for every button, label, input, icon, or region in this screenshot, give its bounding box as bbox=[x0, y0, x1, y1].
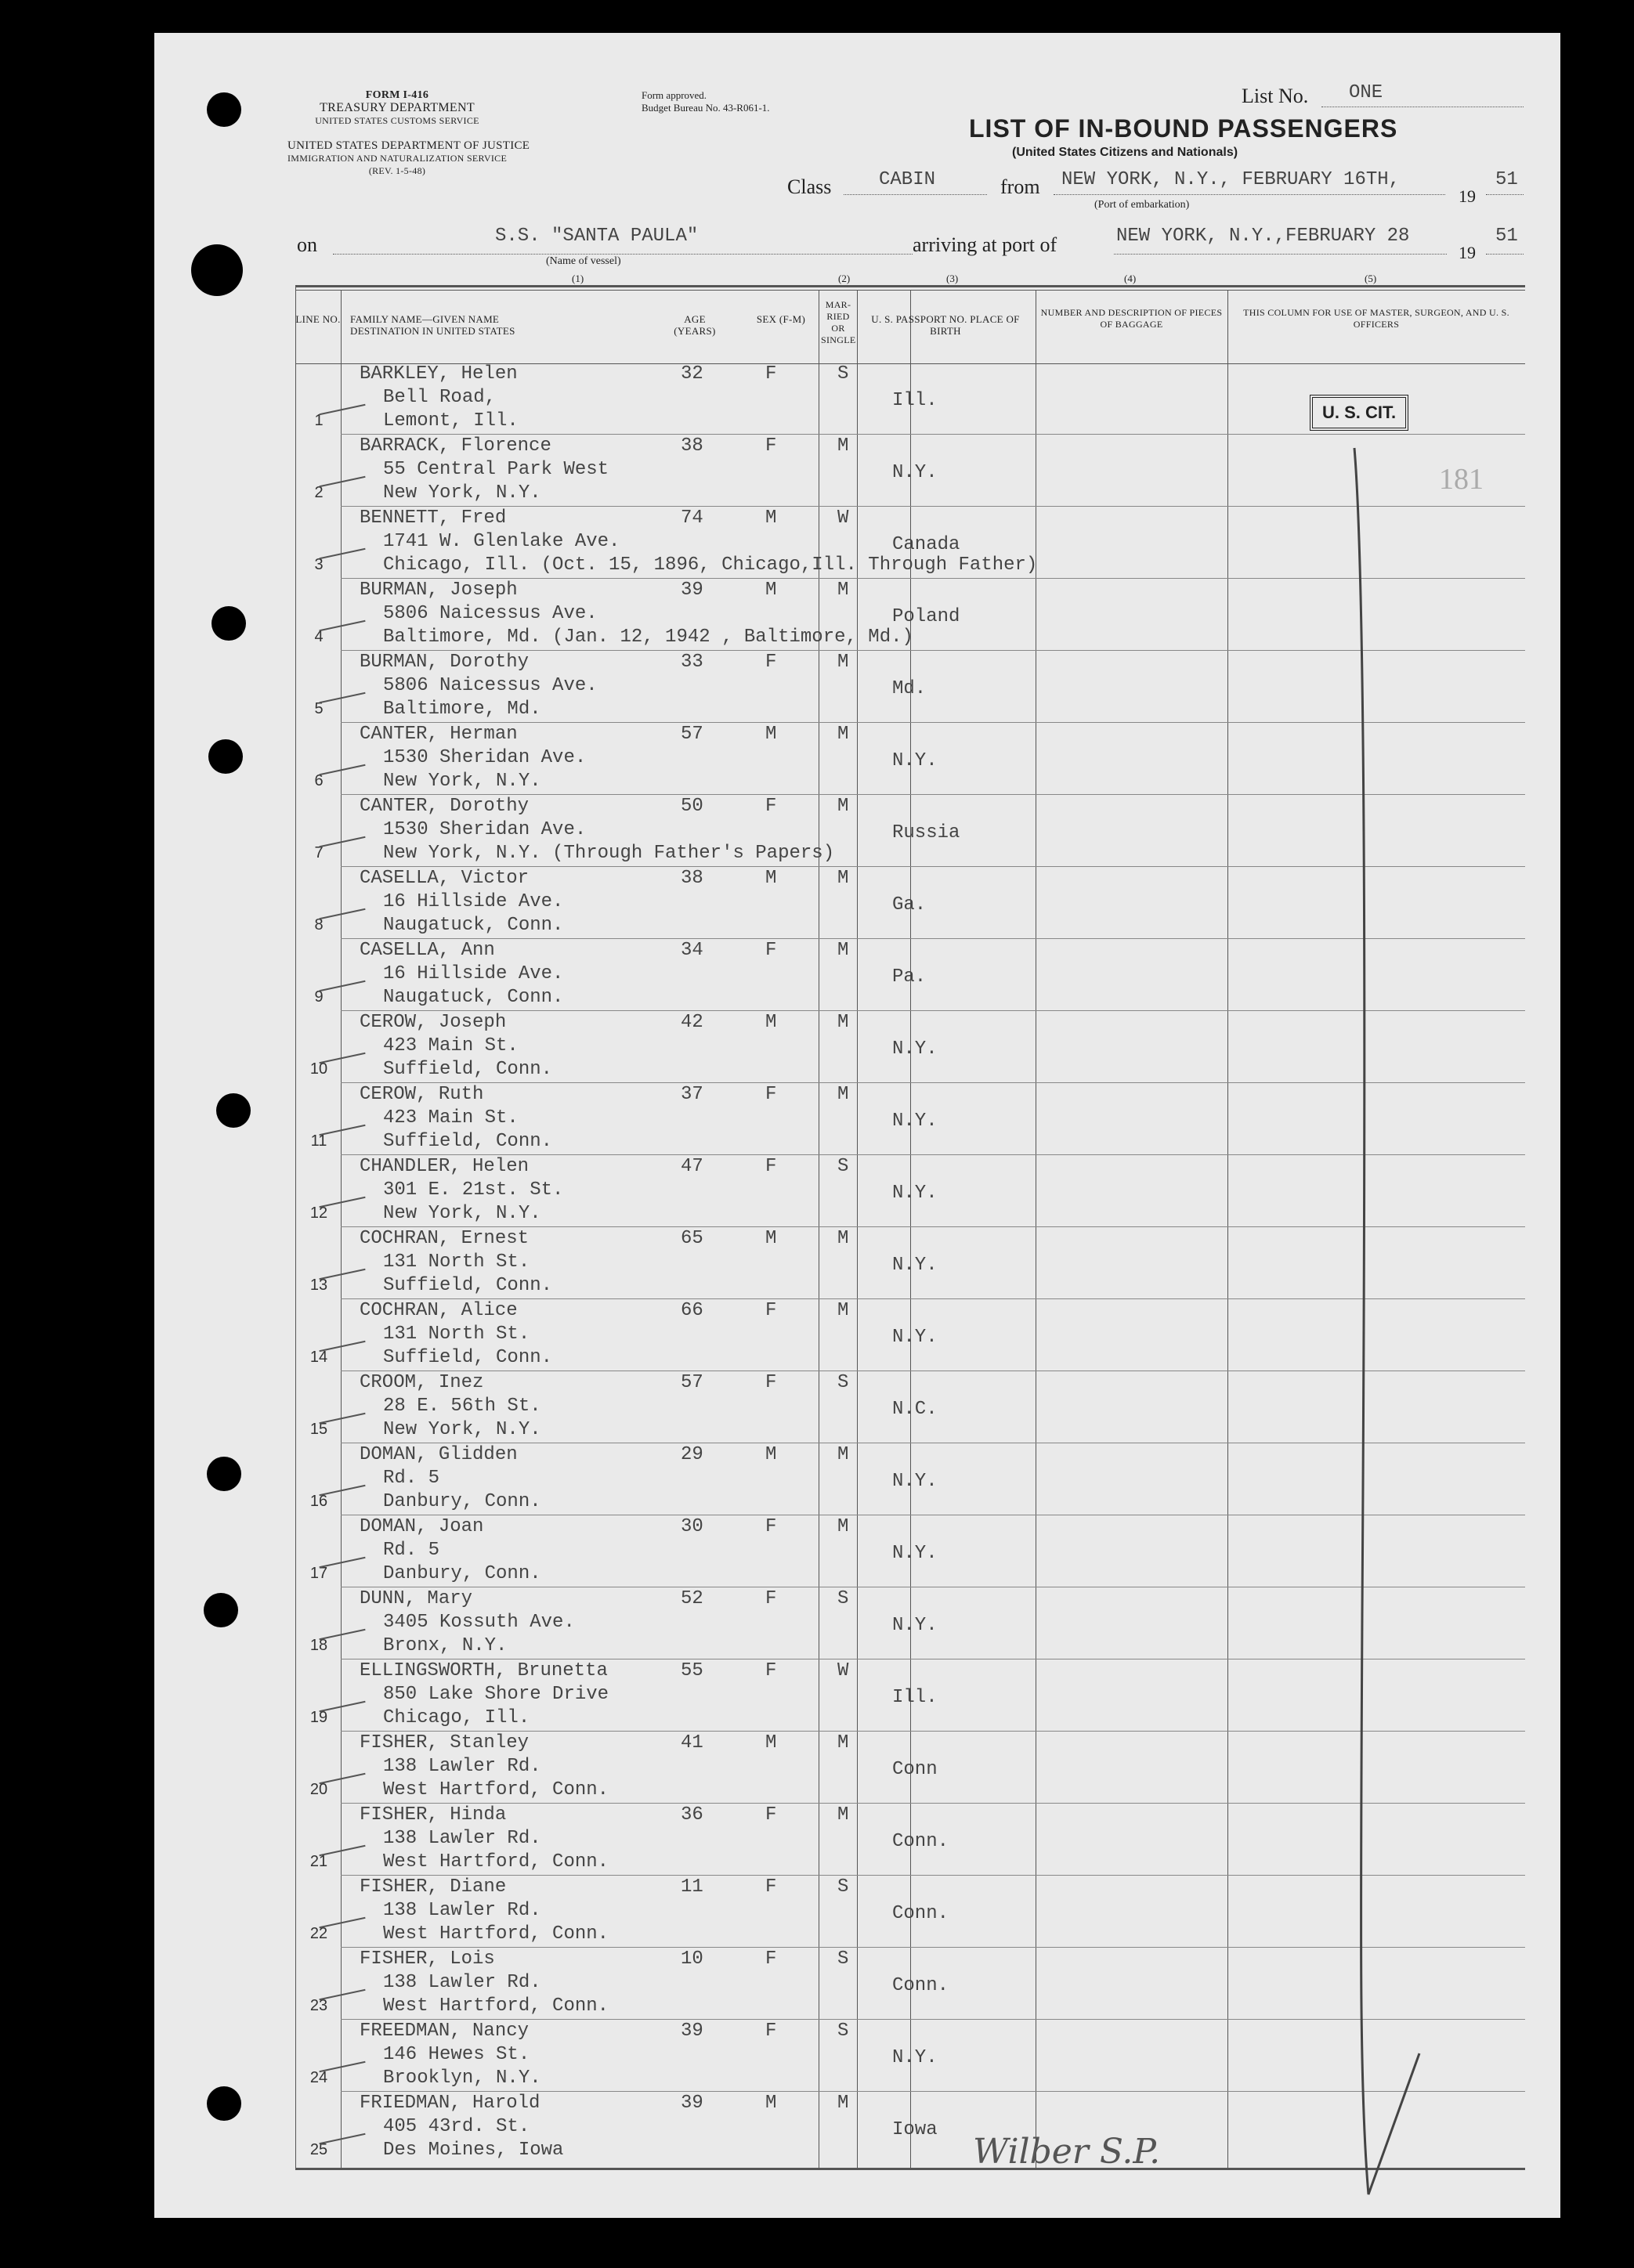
passenger-marital-status: M bbox=[837, 1444, 849, 1465]
passenger-age: 38 bbox=[681, 435, 703, 457]
passenger-birthplace: N.Y. bbox=[892, 1183, 938, 1204]
passenger-address: Rd. 5 bbox=[383, 1468, 440, 1489]
passenger-marital-status: M bbox=[837, 2093, 849, 2114]
passenger-age: 36 bbox=[681, 1804, 703, 1826]
passenger-age: 55 bbox=[681, 1660, 703, 1681]
ins-service: IMMIGRATION AND NATURALIZATION SERVICE bbox=[287, 153, 508, 164]
line-number: 25 bbox=[309, 2141, 328, 2158]
from-label: from bbox=[1000, 175, 1040, 198]
passenger-address: 301 E. 21st. St. bbox=[383, 1179, 564, 1201]
passenger-city: New York, N.Y. (Through Father's Papers) bbox=[383, 843, 835, 864]
line-number: 19 bbox=[309, 1709, 328, 1726]
passenger-marital-status: S bbox=[837, 2021, 849, 2042]
passenger-age: 57 bbox=[681, 1372, 703, 1393]
passenger-marital-status: S bbox=[837, 1372, 849, 1393]
passenger-marital-status: M bbox=[837, 1012, 849, 1033]
arriving-label: arriving at port of bbox=[913, 233, 1057, 256]
passenger-name: COCHRAN, Ernest bbox=[360, 1228, 530, 1249]
passenger-name: CANTER, Herman bbox=[360, 724, 518, 745]
passenger-city: Brooklyn, N.Y. bbox=[383, 2068, 541, 2089]
year-prefix-2: 19 bbox=[1459, 243, 1476, 262]
line-number: 6 bbox=[314, 772, 324, 789]
passenger-birthplace: N.Y. bbox=[892, 2047, 938, 2068]
passenger-age: 66 bbox=[681, 1300, 703, 1321]
on-label: on bbox=[297, 233, 317, 256]
check-tick bbox=[319, 2061, 365, 2072]
passenger-sex: F bbox=[765, 1516, 777, 1537]
check-tick bbox=[319, 2133, 365, 2144]
passenger-city: Bronx, N.Y. bbox=[383, 1635, 508, 1656]
passenger-city: New York, N.Y. bbox=[383, 771, 541, 792]
passenger-sex: M bbox=[765, 868, 777, 889]
passenger-address: 131 North St. bbox=[383, 1324, 530, 1345]
passenger-age: 52 bbox=[681, 1588, 703, 1609]
passenger-address: 850 Lake Shore Drive bbox=[383, 1684, 609, 1705]
class-line bbox=[844, 194, 987, 195]
passenger-sex: F bbox=[765, 1804, 777, 1826]
line-number: 3 bbox=[314, 556, 324, 573]
check-tick bbox=[319, 1773, 365, 1784]
col-header-line: LINE NO. bbox=[295, 313, 341, 325]
passenger-age: 50 bbox=[681, 796, 703, 817]
passenger-name: DUNN, Mary bbox=[360, 1588, 473, 1609]
col-header-name: FAMILY NAME—GIVEN NAME DESTINATION IN UNITED STATES bbox=[350, 313, 515, 337]
table-top-rule bbox=[295, 285, 1525, 287]
year-line-1 bbox=[1486, 194, 1524, 195]
passenger-address: 138 Lawler Rd. bbox=[383, 1900, 541, 1921]
colnum-1: (1) bbox=[572, 273, 584, 284]
annotation-181: 181 bbox=[1439, 463, 1484, 496]
passenger-address: Rd. 5 bbox=[383, 1540, 440, 1561]
col-header-officers: THIS COLUMN FOR USE OF MASTER, SURGEON, AND U. S. OFFICERS bbox=[1243, 307, 1509, 330]
passenger-birthplace: Pa. bbox=[892, 966, 927, 988]
passenger-address: 5806 Naicessus Ave. bbox=[383, 675, 598, 696]
check-tick bbox=[319, 1989, 365, 2000]
passenger-marital-status: M bbox=[837, 435, 849, 457]
passenger-age: 74 bbox=[681, 507, 703, 529]
passenger-sex: F bbox=[765, 363, 777, 385]
passenger-marital-status: M bbox=[837, 1300, 849, 1321]
passenger-sex: F bbox=[765, 1300, 777, 1321]
check-tick bbox=[319, 1053, 365, 1064]
line-number: 8 bbox=[314, 916, 324, 934]
passenger-sex: F bbox=[765, 652, 777, 673]
check-tick bbox=[319, 908, 365, 919]
passenger-marital-status: W bbox=[837, 1660, 849, 1681]
passenger-age: 42 bbox=[681, 1012, 703, 1033]
line-number: 21 bbox=[309, 1853, 328, 1870]
passenger-sex: F bbox=[765, 1876, 777, 1898]
line-number: 24 bbox=[309, 2069, 328, 2086]
col-header-baggage: NUMBER AND DESCRIPTION OF PIECES OF BAGGAGE bbox=[1040, 307, 1223, 330]
checkmark-line bbox=[1314, 440, 1470, 2202]
passenger-birthplace: N.Y. bbox=[892, 1543, 938, 1564]
passenger-marital-status: M bbox=[837, 1732, 849, 1753]
passenger-sex: F bbox=[765, 940, 777, 961]
passenger-age: 32 bbox=[681, 363, 703, 385]
punch-hole bbox=[216, 1093, 251, 1128]
passenger-marital-status: S bbox=[837, 1876, 849, 1898]
passenger-birthplace: Ga. bbox=[892, 894, 927, 916]
passenger-address: 1530 Sheridan Ave. bbox=[383, 747, 587, 768]
passenger-sex: F bbox=[765, 1948, 777, 1970]
passenger-sex: F bbox=[765, 435, 777, 457]
passenger-sex: F bbox=[765, 1372, 777, 1393]
passenger-city: Des Moines, Iowa bbox=[383, 2140, 564, 2161]
passenger-sex: F bbox=[765, 796, 777, 817]
check-tick bbox=[319, 1413, 365, 1424]
passenger-address: 16 Hillside Ave. bbox=[383, 963, 564, 984]
passenger-city: Suffield, Conn. bbox=[383, 1275, 553, 1296]
passenger-address: 423 Main St. bbox=[383, 1107, 519, 1129]
passenger-marital-status: M bbox=[837, 580, 849, 601]
page-subtitle: (United States Citizens and Nationals) bbox=[1012, 146, 1238, 159]
passenger-city: Baltimore, Md. bbox=[383, 699, 541, 720]
passenger-age: 11 bbox=[681, 1876, 703, 1898]
check-tick bbox=[319, 1701, 365, 1712]
arriving-value: NEW YORK, N.Y.,FEBRUARY 28 bbox=[1116, 226, 1410, 247]
passenger-city: New York, N.Y. bbox=[383, 482, 541, 504]
passenger-name: BURMAN, Joseph bbox=[360, 580, 518, 601]
punch-hole bbox=[204, 1593, 238, 1627]
passenger-name: FRIEDMAN, Harold bbox=[360, 2093, 540, 2114]
passenger-birthplace: Conn. bbox=[892, 1831, 949, 1852]
year-prefix-1: 19 bbox=[1459, 186, 1476, 206]
year-suffix-1: 51 bbox=[1495, 169, 1518, 190]
passenger-city: West Hartford, Conn. bbox=[383, 1923, 609, 1945]
passenger-name: DOMAN, Joan bbox=[360, 1516, 484, 1537]
check-tick bbox=[319, 692, 365, 703]
passenger-name: FISHER, Stanley bbox=[360, 1732, 530, 1753]
passenger-marital-status: S bbox=[837, 1588, 849, 1609]
passenger-age: 47 bbox=[681, 1156, 703, 1177]
passenger-city: Naugatuck, Conn. bbox=[383, 987, 564, 1008]
passenger-birthplace: N.Y. bbox=[892, 462, 938, 483]
passenger-marital-status: M bbox=[837, 796, 849, 817]
passenger-address: 28 E. 56th St. bbox=[383, 1396, 541, 1417]
passenger-name: FISHER, Lois bbox=[360, 1948, 495, 1970]
passenger-age: 38 bbox=[681, 868, 703, 889]
colnum-3: (3) bbox=[946, 273, 959, 284]
year-line-2 bbox=[1486, 254, 1524, 255]
passenger-city: New York, N.Y. bbox=[383, 1419, 541, 1440]
check-tick bbox=[319, 1485, 365, 1496]
passenger-birthplace: Conn. bbox=[892, 1903, 949, 1924]
passenger-sex: M bbox=[765, 1228, 777, 1249]
check-tick bbox=[319, 1917, 365, 1928]
passenger-birthplace: N.Y. bbox=[892, 750, 938, 771]
check-tick bbox=[319, 1629, 365, 1640]
list-no-value: ONE bbox=[1349, 82, 1383, 103]
port-embark-caption: (Port of embarkation) bbox=[1094, 199, 1190, 211]
list-no-label: List No. bbox=[1242, 85, 1309, 107]
check-tick bbox=[319, 1557, 365, 1568]
check-tick bbox=[319, 1197, 365, 1208]
arriving-line bbox=[1114, 254, 1447, 255]
passenger-address: 3405 Kossuth Ave. bbox=[383, 1612, 575, 1633]
passenger-sex: M bbox=[765, 1012, 777, 1033]
passenger-sex: F bbox=[765, 2021, 777, 2042]
passenger-name: COCHRAN, Alice bbox=[360, 1300, 518, 1321]
passenger-name: BARRACK, Florence bbox=[360, 435, 551, 457]
passenger-marital-status: S bbox=[837, 1156, 849, 1177]
form-number: FORM I-416 bbox=[365, 89, 429, 101]
passenger-city: West Hartford, Conn. bbox=[383, 1851, 609, 1873]
passenger-address: 405 43rd. St. bbox=[383, 2116, 530, 2137]
passenger-city: Suffield, Conn. bbox=[383, 1347, 553, 1368]
passenger-sex: F bbox=[765, 1156, 777, 1177]
passenger-address: 138 Lawler Rd. bbox=[383, 1828, 541, 1849]
check-tick bbox=[319, 620, 365, 631]
passenger-sex: F bbox=[765, 1660, 777, 1681]
passenger-birthplace: Conn bbox=[892, 1759, 938, 1780]
passenger-birthplace: Canada bbox=[892, 534, 960, 555]
passenger-city: Danbury, Conn. bbox=[383, 1563, 541, 1584]
passenger-marital-status: M bbox=[837, 1084, 849, 1105]
budget-bureau: Budget Bureau No. 43-R061-1. bbox=[642, 102, 770, 114]
class-label: Class bbox=[787, 175, 832, 198]
punch-hole bbox=[207, 2086, 241, 2121]
passenger-city: West Hartford, Conn. bbox=[383, 1995, 609, 2017]
line-number: 1 bbox=[314, 412, 324, 429]
passenger-birthplace: Conn. bbox=[892, 1975, 949, 1996]
passenger-name: FISHER, Hinda bbox=[360, 1804, 507, 1826]
line-number: 17 bbox=[309, 1565, 328, 1582]
colnum-2: (2) bbox=[838, 273, 851, 284]
punch-hole bbox=[191, 244, 243, 296]
passenger-birthplace: N.Y. bbox=[892, 1255, 938, 1276]
passenger-address: 5806 Naicessus Ave. bbox=[383, 603, 598, 624]
line-number: 20 bbox=[309, 1781, 328, 1798]
check-tick bbox=[319, 1341, 365, 1352]
check-tick bbox=[319, 981, 365, 991]
passenger-sex: F bbox=[765, 1084, 777, 1105]
passenger-age: 33 bbox=[681, 652, 703, 673]
passenger-name: CANTER, Dorothy bbox=[360, 796, 530, 817]
passenger-address: 55 Central Park West bbox=[383, 459, 609, 480]
passenger-city: Suffield, Conn. bbox=[383, 1131, 553, 1152]
passenger-birthplace: Md. bbox=[892, 678, 927, 699]
passenger-age: 34 bbox=[681, 940, 703, 961]
passenger-name: BURMAN, Dorothy bbox=[360, 652, 530, 673]
passenger-sex: M bbox=[765, 1444, 777, 1465]
passenger-age: 39 bbox=[681, 2021, 703, 2042]
passenger-sex: M bbox=[765, 2093, 777, 2114]
punch-hole bbox=[208, 739, 243, 774]
passenger-age: 30 bbox=[681, 1516, 703, 1537]
passenger-name: FISHER, Diane bbox=[360, 1876, 507, 1898]
passenger-sex: M bbox=[765, 580, 777, 601]
passenger-city: Baltimore, Md. (Jan. 12, 1942 , Baltimore, Md.) bbox=[383, 627, 913, 648]
check-tick bbox=[319, 1125, 365, 1136]
colnum-5: (5) bbox=[1365, 273, 1377, 284]
check-tick bbox=[319, 1269, 365, 1280]
line-number: 7 bbox=[314, 844, 324, 861]
form-approved: Form approved. bbox=[642, 89, 707, 101]
passenger-birthplace: N.Y. bbox=[892, 1327, 938, 1348]
passenger-marital-status: M bbox=[837, 724, 849, 745]
check-tick bbox=[319, 836, 365, 847]
revision: (REV. 1-5-48) bbox=[368, 165, 426, 176]
passenger-address: 1741 W. Glenlake Ave. bbox=[383, 531, 620, 552]
passenger-address: Bell Road, bbox=[383, 387, 497, 408]
passenger-address: 146 Hewes St. bbox=[383, 2044, 530, 2065]
row-divider bbox=[341, 434, 1525, 435]
passenger-sex: F bbox=[765, 1588, 777, 1609]
passenger-marital-status: W bbox=[837, 507, 849, 529]
passenger-marital-status: M bbox=[837, 940, 849, 961]
passenger-birthplace: Poland bbox=[892, 606, 960, 627]
passenger-city: Suffield, Conn. bbox=[383, 1059, 553, 1080]
passenger-address: 131 North St. bbox=[383, 1251, 530, 1273]
line-number: 5 bbox=[314, 700, 324, 717]
passenger-birthplace: N.Y. bbox=[892, 1615, 938, 1636]
line-number: 16 bbox=[309, 1493, 328, 1510]
passenger-birthplace: N.Y. bbox=[892, 1038, 938, 1060]
line-number: 23 bbox=[309, 1997, 328, 2014]
vessel-line bbox=[333, 254, 913, 255]
passenger-name: FREEDMAN, Nancy bbox=[360, 2021, 530, 2042]
passenger-name: CEROW, Joseph bbox=[360, 1012, 507, 1033]
passenger-age: 65 bbox=[681, 1228, 703, 1249]
line-number: 9 bbox=[314, 988, 324, 1006]
passenger-city: Naugatuck, Conn. bbox=[383, 915, 564, 936]
passenger-city: Danbury, Conn. bbox=[383, 1491, 541, 1512]
line-number: 14 bbox=[309, 1349, 328, 1366]
passenger-city: Chicago, Ill. bbox=[383, 1707, 530, 1728]
passenger-address: 423 Main St. bbox=[383, 1035, 519, 1056]
passenger-name: BENNETT, Fred bbox=[360, 507, 507, 529]
year-suffix-2: 51 bbox=[1495, 226, 1518, 247]
check-tick bbox=[319, 1845, 365, 1856]
line-number: 11 bbox=[310, 1132, 327, 1150]
passenger-marital-status: M bbox=[837, 1516, 849, 1537]
passenger-name: ELLINGSWORTH, Brunetta bbox=[360, 1660, 608, 1681]
passenger-marital-status: M bbox=[837, 1804, 849, 1826]
passenger-address: 16 Hillside Ave. bbox=[383, 891, 564, 912]
passenger-name: CASELLA, Ann bbox=[360, 940, 495, 961]
passenger-city: Lemont, Ill. bbox=[383, 410, 519, 432]
passenger-age: 57 bbox=[681, 724, 703, 745]
passenger-marital-status: S bbox=[837, 363, 849, 385]
check-tick bbox=[319, 548, 365, 559]
passenger-name: BARKLEY, Helen bbox=[360, 363, 518, 385]
line-number: 22 bbox=[309, 1925, 328, 1942]
passenger-marital-status: M bbox=[837, 1228, 849, 1249]
passenger-sex: M bbox=[765, 507, 777, 529]
punch-hole bbox=[211, 606, 246, 641]
vessel-caption: (Name of vessel) bbox=[546, 255, 621, 267]
col-header-married: MAR-RIED OR SINGLE bbox=[821, 299, 856, 345]
passenger-birthplace: Ill. bbox=[892, 390, 938, 411]
check-tick bbox=[319, 764, 365, 775]
check-tick bbox=[319, 476, 365, 487]
passenger-city: West Hartford, Conn. bbox=[383, 1779, 609, 1800]
passenger-address: 1530 Sheridan Ave. bbox=[383, 819, 587, 840]
col-header-age: AGE (YEARS) bbox=[674, 313, 716, 337]
vessel-value: S.S. "SANTA PAULA" bbox=[495, 226, 699, 247]
passenger-sex: M bbox=[765, 724, 777, 745]
passenger-marital-status: M bbox=[837, 652, 849, 673]
line-number: 13 bbox=[309, 1277, 328, 1294]
justice-dept: UNITED STATES DEPARTMENT OF JUSTICE bbox=[287, 139, 530, 152]
from-value: NEW YORK, N.Y., FEBRUARY 16TH, bbox=[1061, 169, 1401, 190]
treasury-dept: TREASURY DEPARTMENT bbox=[320, 101, 475, 114]
passenger-birthplace: Russia bbox=[892, 822, 960, 843]
passenger-age: 41 bbox=[681, 1732, 703, 1753]
passenger-name: CASELLA, Victor bbox=[360, 868, 530, 889]
passenger-age: 37 bbox=[681, 1084, 703, 1105]
passenger-marital-status: S bbox=[837, 1948, 849, 1970]
punch-hole bbox=[207, 1457, 241, 1491]
passenger-name: CEROW, Ruth bbox=[360, 1084, 484, 1105]
inspector-signature: Wilber S.P. bbox=[973, 2132, 1161, 2172]
manifest-sheet bbox=[154, 33, 1560, 2218]
customs-service: UNITED STATES CUSTOMS SERVICE bbox=[315, 115, 479, 126]
passenger-address: 138 Lawler Rd. bbox=[383, 1972, 541, 1993]
passenger-birthplace: Iowa bbox=[892, 2119, 938, 2140]
check-tick bbox=[319, 404, 365, 415]
line-number: 10 bbox=[309, 1060, 328, 1078]
passenger-birthplace: N.Y. bbox=[892, 1111, 938, 1132]
passenger-birthplace: Ill. bbox=[892, 1687, 938, 1708]
citizen-stamp: U. S. CIT. bbox=[1310, 395, 1408, 431]
class-value: CABIN bbox=[879, 169, 936, 190]
passenger-age: 39 bbox=[681, 580, 703, 601]
line-number: 18 bbox=[309, 1637, 328, 1654]
passenger-address: 138 Lawler Rd. bbox=[383, 1756, 541, 1777]
passenger-sex: M bbox=[765, 1732, 777, 1753]
passenger-name: CROOM, Inez bbox=[360, 1372, 484, 1393]
passenger-marital-status: M bbox=[837, 868, 849, 889]
punch-hole bbox=[207, 92, 241, 127]
passenger-age: 10 bbox=[681, 1948, 703, 1970]
passenger-age: 39 bbox=[681, 2093, 703, 2114]
colnum-4: (4) bbox=[1124, 273, 1137, 284]
line-number: 2 bbox=[314, 484, 324, 501]
line-number: 4 bbox=[314, 628, 324, 645]
passenger-age: 29 bbox=[681, 1444, 703, 1465]
passenger-city: Chicago, Ill. (Oct. 15, 1896, Chicago,Ill. Through Father) bbox=[383, 554, 1038, 576]
passenger-birthplace: N.C. bbox=[892, 1399, 938, 1420]
col-header-passport: U. S. PASSPORT NO. PLACE OF BIRTH bbox=[871, 313, 1020, 337]
col-header-sex: SEX (F-M) bbox=[756, 313, 806, 325]
from-line bbox=[1054, 194, 1445, 195]
passenger-city: New York, N.Y. bbox=[383, 1203, 541, 1224]
line-number: 12 bbox=[309, 1204, 328, 1222]
page-title: LIST OF IN-BOUND PASSENGERS bbox=[969, 114, 1398, 143]
line-number: 15 bbox=[309, 1421, 328, 1438]
passenger-birthplace: N.Y. bbox=[892, 1471, 938, 1492]
passenger-name: CHANDLER, Helen bbox=[360, 1156, 530, 1177]
passenger-name: DOMAN, Glidden bbox=[360, 1444, 518, 1465]
